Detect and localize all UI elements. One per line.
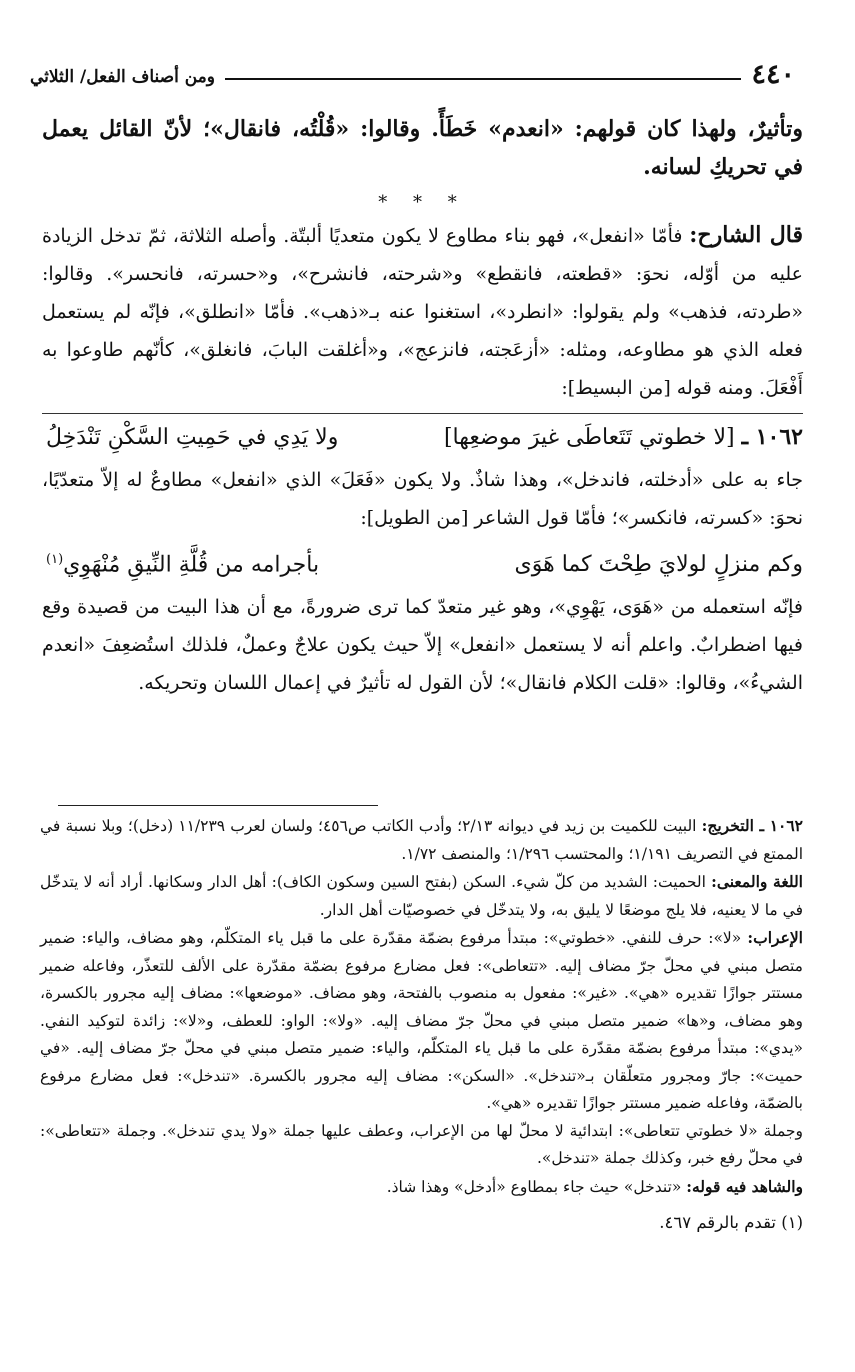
- main-text: [42, 110, 803, 702]
- footnotes: [40, 812, 803, 1237]
- footnote-shahid: والشاهد فيه قوله: «تندخل» حيث جاء بمطاوع «أدخل» وهذا شاذ.: [386, 1176, 803, 1196]
- paragraph-intro: وتأثيرٌ، ولهذا كان قولهم: «انعدم» خَطَأً. وقالوا: «قُلْتُه، فانقال»؛ لأنّ القائل يعمل في تحريكِ لسانه.: [42, 116, 803, 180]
- verse-cited-second-hemistich: بأجرامه من قُلَّةِ النِّيقِ مُنْهَوِي$^{(١)}$: [46, 552, 320, 578]
- verse-cited: [42, 537, 803, 588]
- verse-number: ١٠٦٢ ـ: [741, 424, 803, 450]
- header-rule: [225, 78, 742, 80]
- verse-1062: [42, 413, 803, 461]
- footnote-rule: [58, 805, 378, 806]
- running-header: [30, 52, 795, 88]
- footnote-lugha: اللغة والمعنى: الحميت: الشديد من كلّ شيء. السكن (بفتح السين وسكون الكاف): أهل الدار وسكانها. أراد أنه لا يتدخّل في ما لا يعنيه، فلا يلج موضعًا لا يليق به، ولا يتدخّل في خصوصيّات أهل الدار.: [40, 872, 803, 919]
- verse-cited-first-hemistich: وكم منزلٍ لولايَ طِحْتَ كما هَوَى: [514, 552, 803, 578]
- footnote-takhrij: ١٠٦٢ ـ التخريج: البيت للكميت بن زيد في ديوانه ٢/١٣؛ وأدب الكاتب ص٤٥٦؛ ولسان لعرب ١١/٢٣٩ (دخل)؛ وبلا نسبة في الممتع في التصريف ١/١٩١؛ والمحتسب ١/٢٩٦؛ والمنصف ١/٧٢.: [40, 816, 803, 863]
- commentary-text: فأمّا «انفعل»، فهو بناء مطاوع لا يكون متعديًا ألبتّة. وأصله الثلاثة، ثمّ تدخل الزيادة عليه من أوّله، نحوَ: «قطعته، فانقطع» و«شرحته، فانشرح»، و«حسرته، فانحسر». وقالوا: «طردته، فذهب» ولم يقولوا: «انطرد»، استغنوا عنه بـ«ذهب». فأمّا «انطلق»، فإنّه لم يستعمل فعله الذي هو مطاوعه، ومثله: «أزعَجته، فانزعج»، و«أغلقت البابَ، فانغلق»، كأنّهم طاوعوا به أَفْعَلَ. ومنه قوله [من البسيط]:: [42, 225, 803, 399]
- footnote-1: (١) تقدم بالرقم ٤٦٧.: [659, 1213, 803, 1232]
- footnote-jumla: وجملة «لا خطوتي تتعاطى»: ابتدائية لا محلّ لها من الإعراب، وعطف عليها جملة «ولا يدي تندخل». وجملة «تتعاطى»: في محلّ رفع خبر، وكذلك جملة «تندخل».: [40, 1121, 803, 1167]
- footnote-irab: الإعراب: «لا»: حرف للنفي. «خطوتي»: مبتدأ مرفوع بضمّة مقدّرة على ما قبل ياء المتكلّم، وهو مضاف، والياء: ضمير متصل مبني في محلّ جرّ مضاف إليه. «تتعاطى»: فعل مضارع مرفوع بضمّة مقدّرة على الألف للتعذّر، وفاعله ضمير مستتر جوازًا تقديره «هي». «غير»: مفعول به منصوب بالفتحة، وهو مضاف. «موضعها»: مضاف إليه مجرور بالكسرة، وهو مضاف، و«ها» ضمير متصل مبني في محلّ جرّ مضاف إليه. «ولا»: الواو: للعطف، و«لا»: زائدة لتوكيد النفي. «يدي»: مبتدأ مرفوع بضمّة مقدّرة على ما قبل ياء المتكلّم، والياء: ضمير متصل مبني في محلّ جرّ مضاف إليه. «في حميت»: جارّ ومجرور متعلّقان بـ«تندخل». «السكن»: مضاف إليه مجرور بالكسرة. «تندخل»: فعل مضارع مرفوع بالضمّة، وفاعله ضمير مستتر جوازًا تقديره «هي».: [40, 928, 803, 1112]
- verse-1062-second-hemistich: ولا يَدِي في حَمِيتِ السَّكْنِ تَنْدَخِلُ: [46, 425, 339, 450]
- paragraph-analysis: جاء به على «أدخلته، فاندخل»، وهذا شاذٌ. ولا يكون «فَعَلَ» الذي «انفعل» مطاوعٌ له إلاّ متعدّيًا، نحوَ: «كسرته، فانكسر»؛ فأمّا قول الشاعر [من الطويل]:: [42, 469, 803, 529]
- verse-1062-first-hemistich: ١٠٦٢ ـ [لا خطوتي تَتَعاطَى غيرَ موضعِها]: [443, 424, 803, 450]
- section-separator: * * *: [378, 192, 467, 213]
- paragraph-conclusion: فإنّه استعمله من «هَوَى، يَهْوِي»، وهو غير متعدّ كما ترى ضرورةً، مع أن هذا البيت من قصيدة وقع فيها اضطرابٌ. واعلم أنه لا يستعمل «انفعل» إلاّ حيث يكون علاجٌ وعملٌ، فلذلك استُضعِفَ «انعدم الشيءُ»، وقالوا: «قلت الكلام فانقال»؛ لأن القول له تأثيرٌ في إعمال اللسان وتحريكه.: [42, 596, 803, 695]
- paragraph-commentary: [42, 216, 803, 407]
- running-title: ومن أصناف الفعل/ الثلاثي: [30, 67, 215, 87]
- page-number: ٤٤٠: [751, 59, 795, 90]
- footnote-marker: (١): [46, 552, 64, 567]
- commentator-label: قال الشارح:: [689, 222, 803, 248]
